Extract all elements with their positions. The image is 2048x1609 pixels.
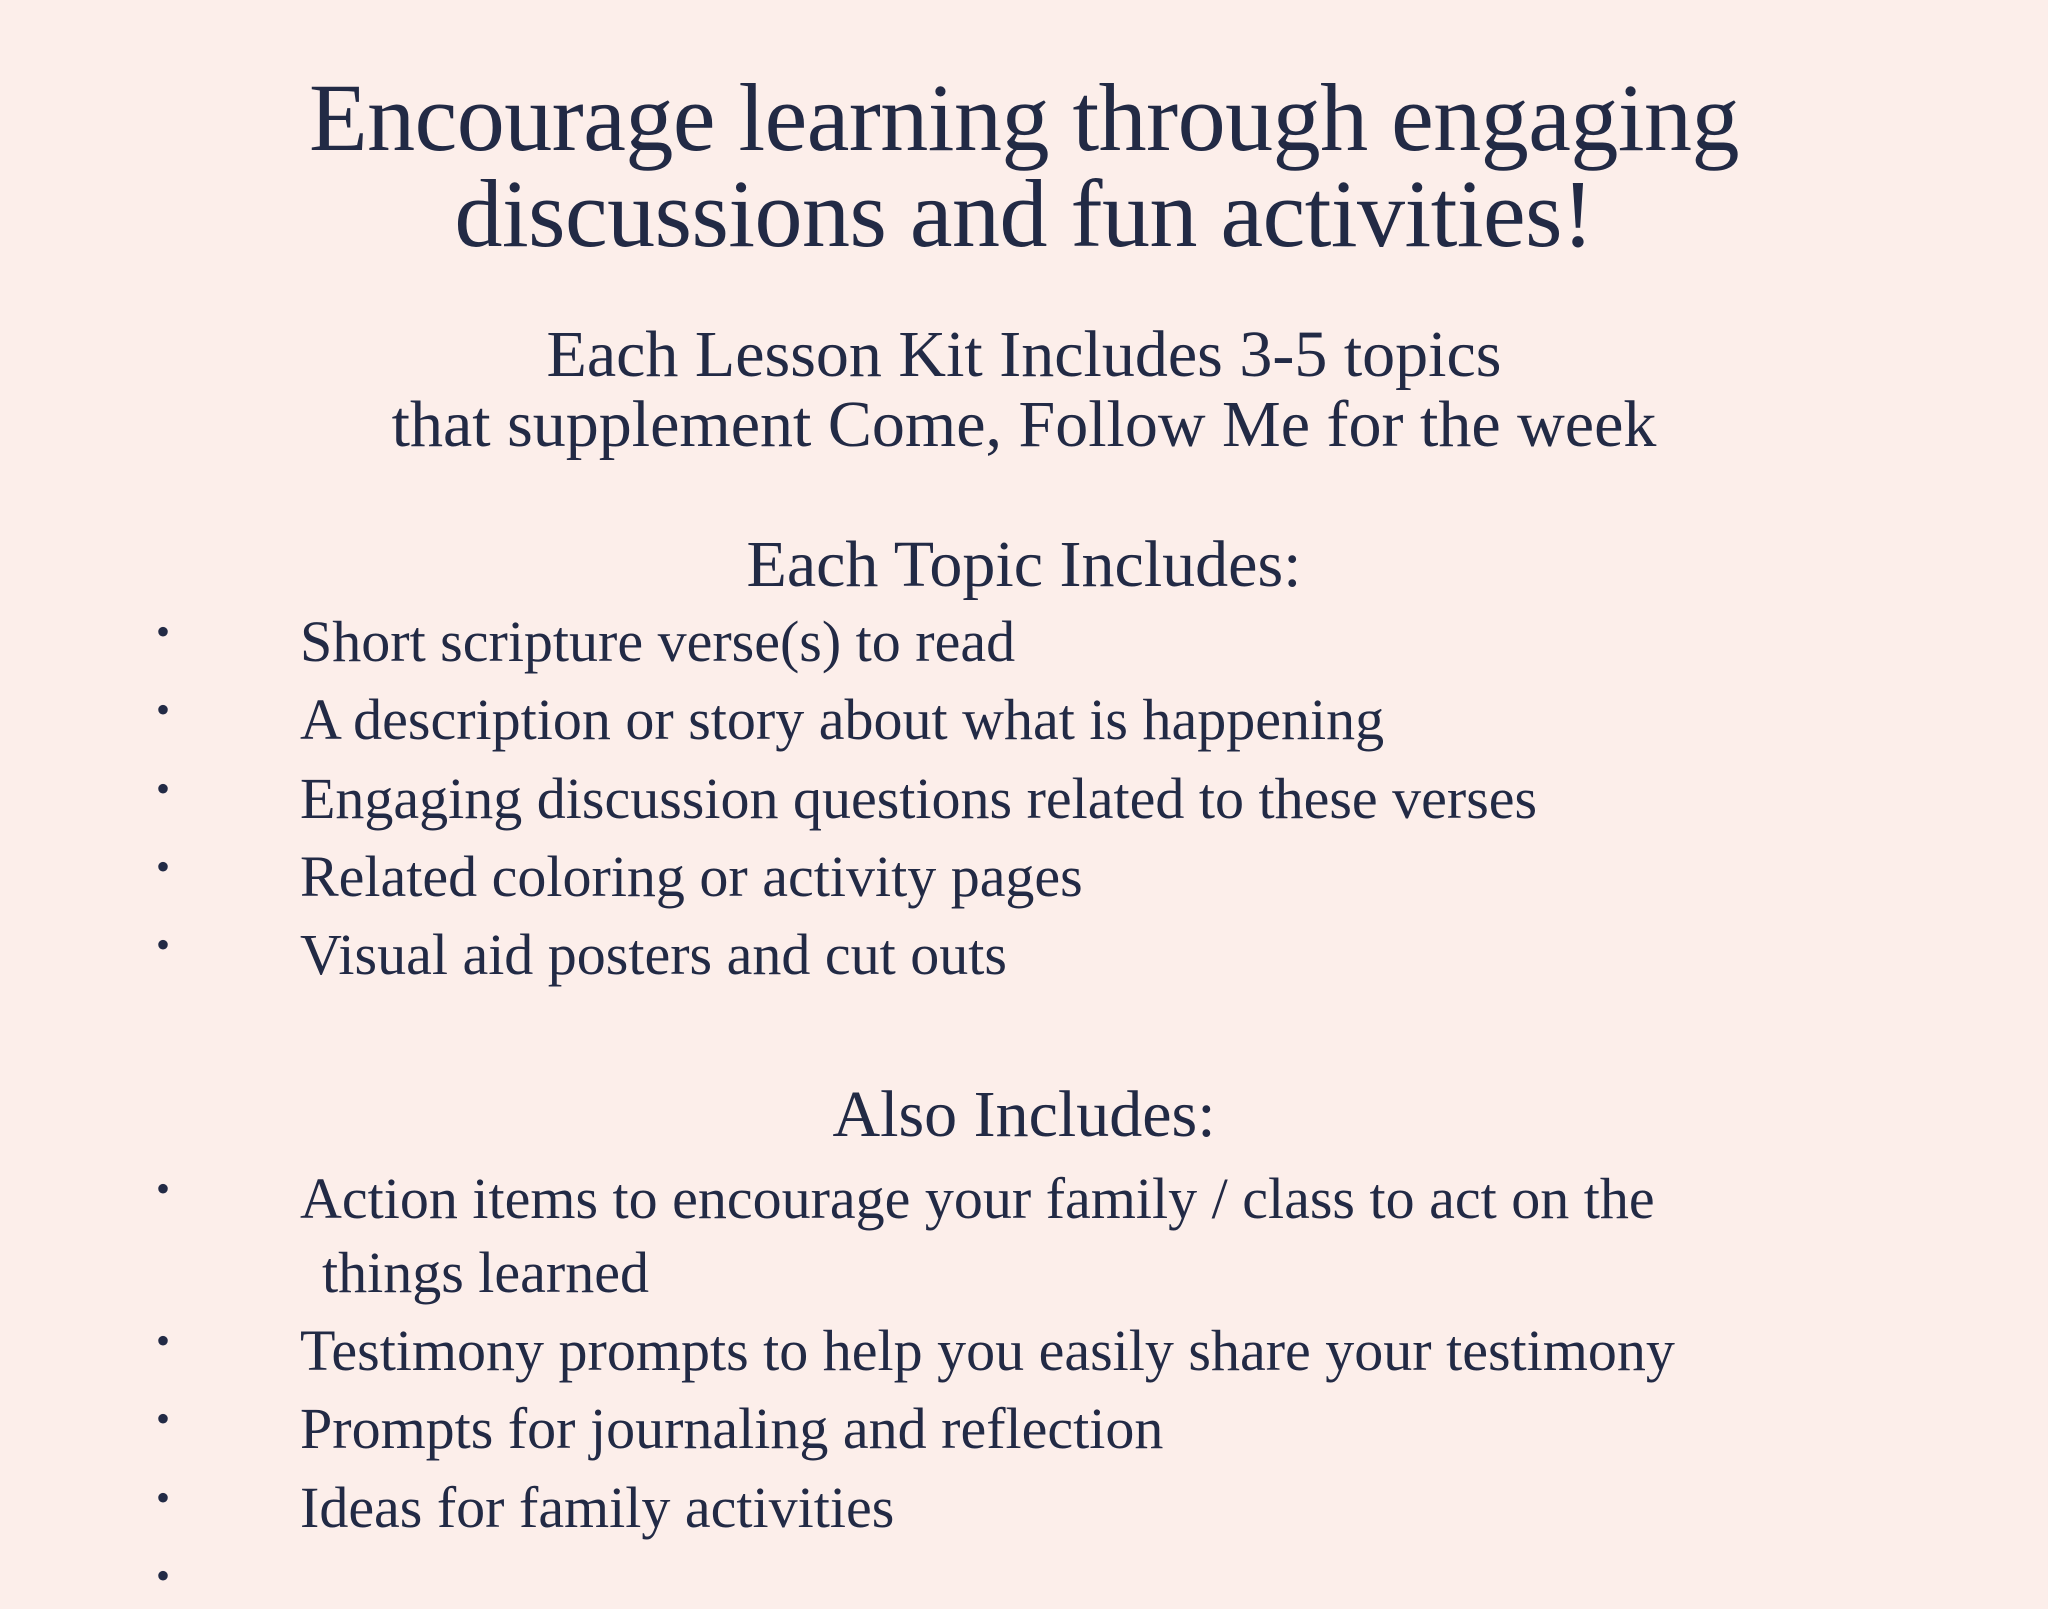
list-item: • Ideas for family activities [60, 1471, 1988, 1545]
subheading-line-2: that supplement Come, Follow Me for the week [391, 387, 1657, 461]
list-item: • Engaging discussion questions related to these verses [60, 762, 1988, 836]
list-item: • Related coloring or activity pages [60, 840, 1988, 914]
list-item-empty [60, 1549, 1988, 1609]
also-includes-list [60, 1162, 1988, 1609]
list-item: • Prompts for journaling and reflection [60, 1392, 1988, 1466]
topic-includes-list [60, 605, 1988, 992]
subheading [214, 320, 1834, 460]
subheading-line-1: Each Lesson Kit Includes 3-5 topics [546, 318, 1502, 391]
list-item: • Visual aid posters and cut outs [60, 918, 1988, 992]
list-item [60, 1162, 1988, 1310]
list-item: • Testimony prompts to help you easily share your testimony [60, 1314, 1988, 1388]
list-item: • A description or story about what is happening [60, 683, 1988, 757]
list-item-line-2: things learned [322, 1239, 649, 1305]
section-title-also-includes: Also Includes: [832, 1078, 1216, 1152]
section-title-each-topic: Each Topic Includes: [746, 527, 1302, 601]
list-item: • Short scripture verse(s) to read [60, 605, 1988, 679]
list-item-line-1: Action items to encourage your family / class to act on the [300, 1165, 1655, 1231]
page-title: Encourage learning through engaging discussions and fun activities! [309, 64, 1739, 267]
